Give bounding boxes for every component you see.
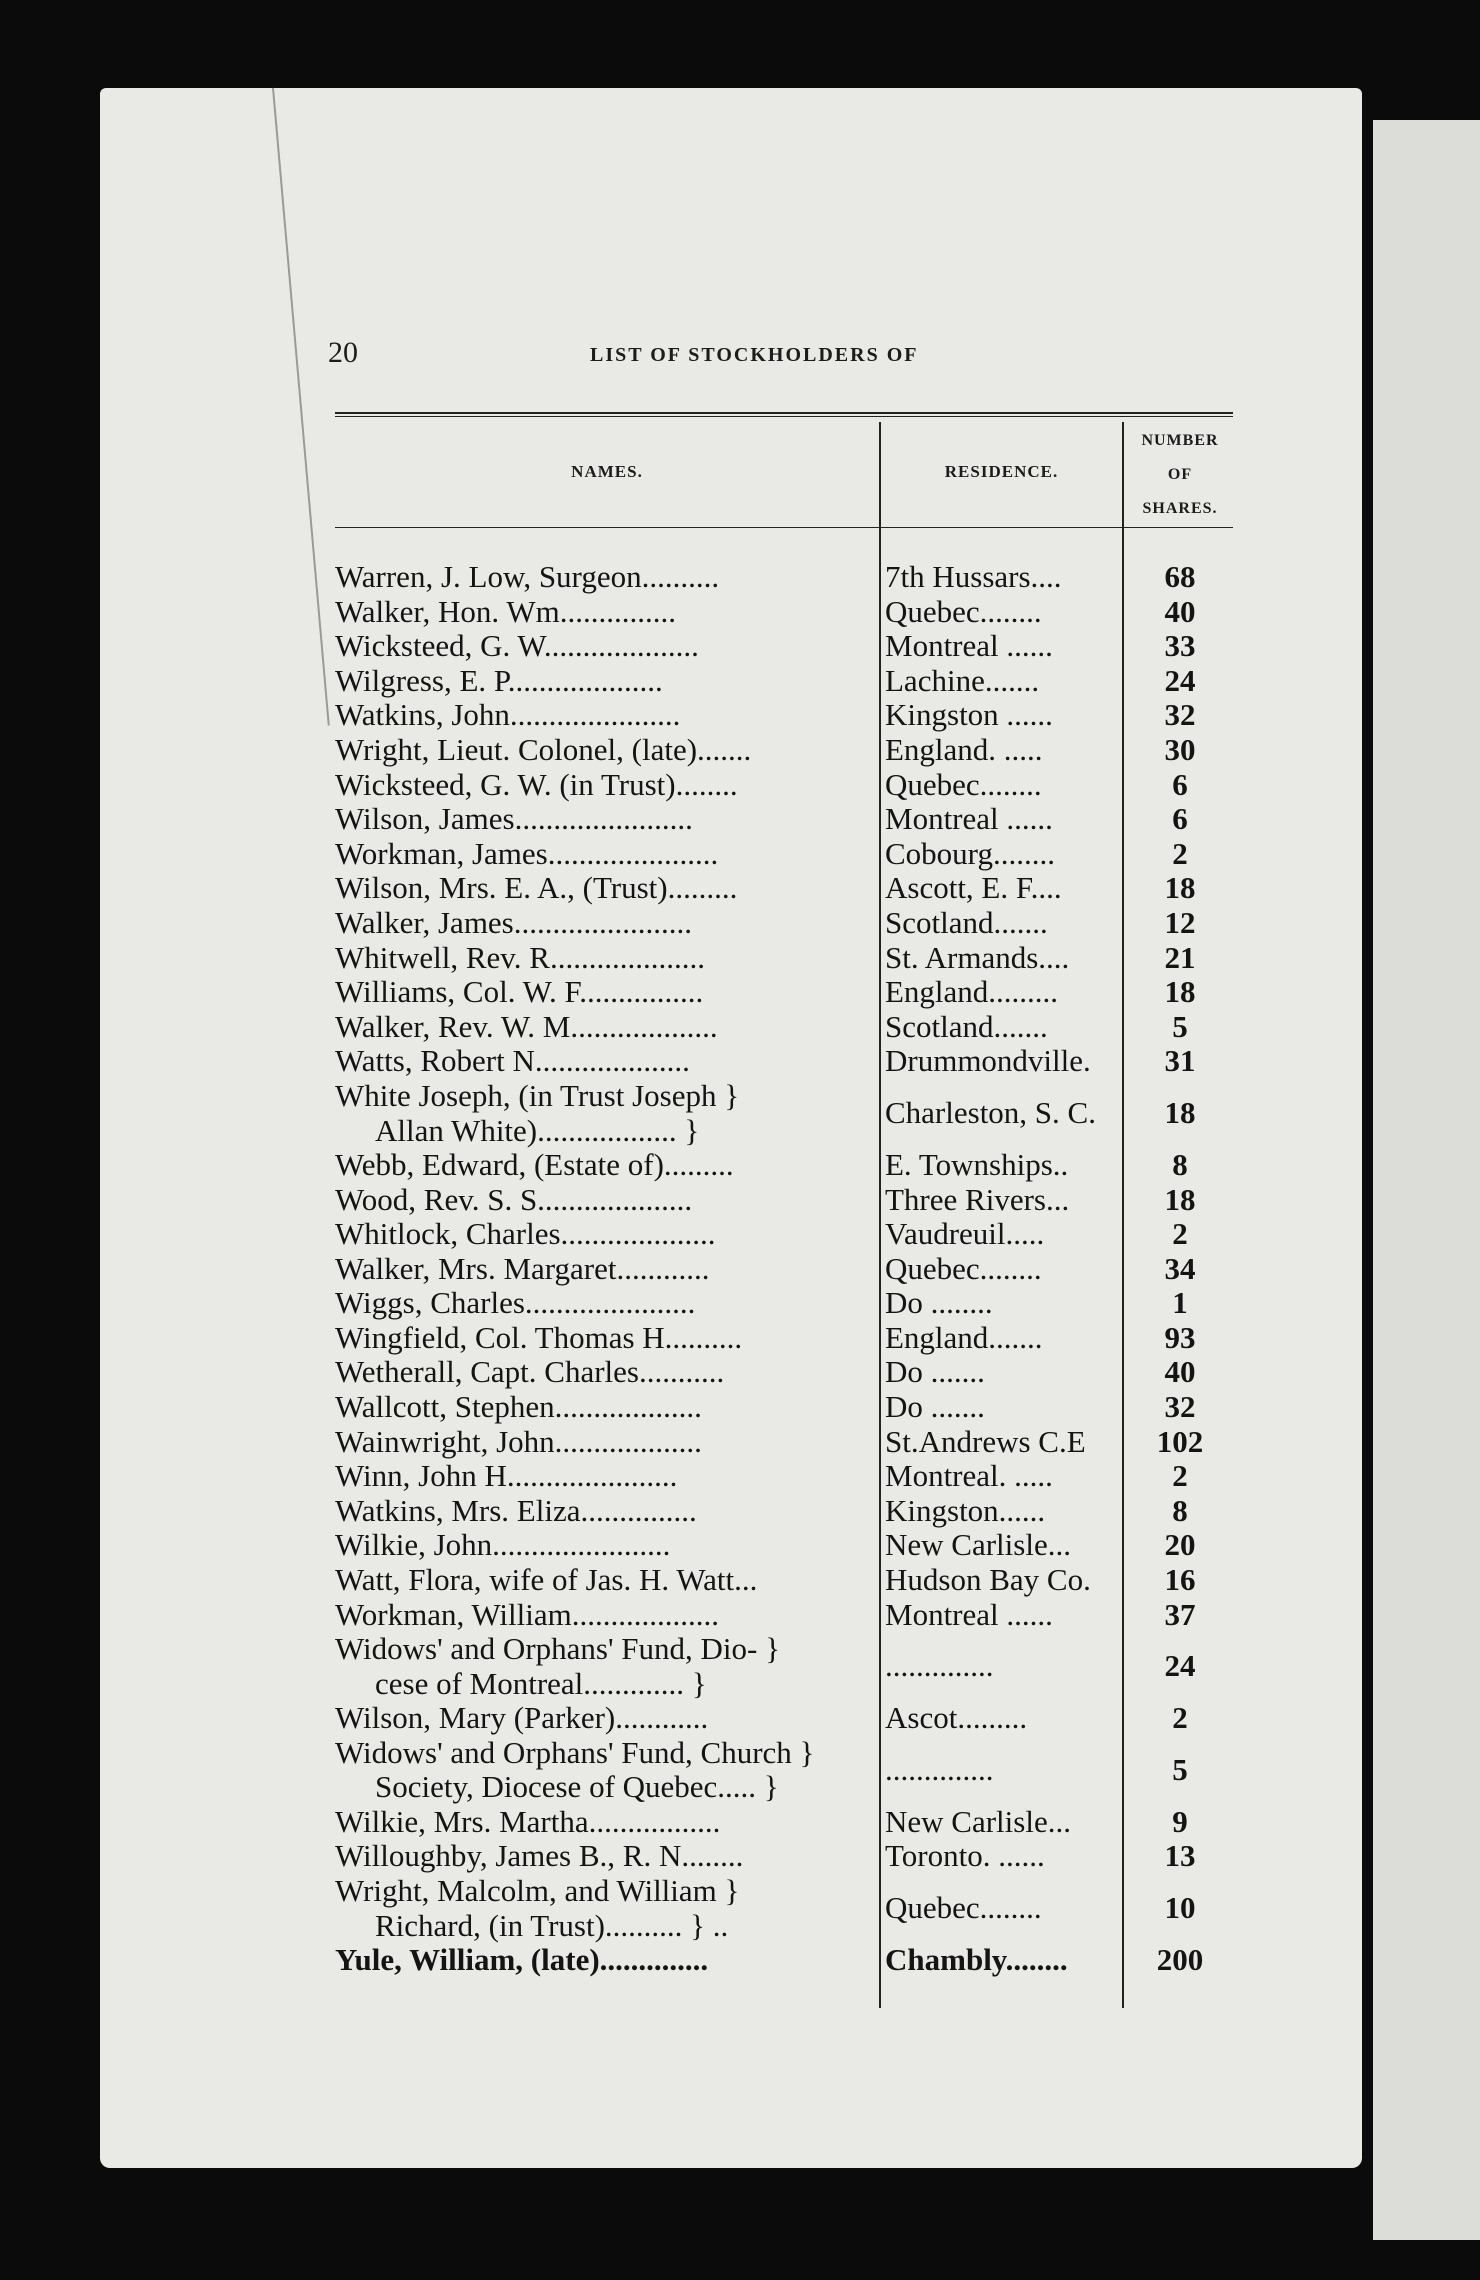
stockholder-name	[335, 560, 873, 595]
stockholder-name	[335, 1183, 873, 1218]
table-row	[335, 1563, 1236, 1598]
page-title: LIST OF STOCKHOLDERS OF	[590, 344, 919, 366]
table-row	[335, 1839, 1236, 1874]
residence-cell: Montreal ......	[885, 802, 1053, 837]
shares-cell: 34	[1164, 1250, 1196, 1286]
stockholder-name	[335, 1425, 873, 1460]
residence-cell: Ascott, E. F....	[885, 871, 1062, 906]
shares-cell: 6	[1172, 766, 1188, 802]
table-row	[335, 1943, 1236, 1978]
shares-cell: 18	[1164, 1094, 1196, 1130]
residence-cell: ..............	[885, 1752, 994, 1787]
stockholder-name	[335, 1701, 873, 1736]
stockholder-name-line: Wood, Rev. S. S....................	[335, 1182, 693, 1217]
stockholder-name	[335, 1321, 873, 1356]
table-row	[335, 1528, 1236, 1563]
stockholder-name-line: Wallcott, Stephen...................	[335, 1390, 702, 1425]
stockholder-name	[335, 1528, 873, 1563]
shares-cell: 6	[1172, 801, 1188, 837]
stockholder-name	[335, 1079, 873, 1148]
residence-cell: Scotland.......	[885, 905, 1048, 940]
stockholder-name-line: Widows' and Orphans' Fund, Dio- }	[335, 1632, 780, 1667]
stockholder-name	[335, 1632, 873, 1701]
shares-cell: 32	[1164, 1389, 1196, 1425]
shares-header-line: OF	[1167, 466, 1193, 483]
stockholder-name	[335, 664, 873, 699]
names-column-header: NAMES.	[571, 462, 643, 481]
residence-cell: ..............	[885, 1649, 994, 1684]
stockholder-name-line: Whitwell, Rev. R....................	[335, 940, 705, 975]
table-row	[335, 733, 1236, 768]
table-row	[335, 1010, 1236, 1045]
residence-cell: Quebec........	[885, 1251, 1042, 1286]
stockholder-name	[335, 1839, 873, 1874]
shares-cell: 10	[1164, 1890, 1196, 1925]
residence-cell: Montreal ......	[885, 629, 1053, 664]
running-head	[328, 336, 1238, 376]
residence-cell: Do .......	[885, 1355, 985, 1390]
table-row	[335, 871, 1236, 906]
stockholder-name	[335, 629, 873, 664]
table-row	[335, 1598, 1236, 1633]
stockholder-name	[335, 837, 873, 872]
stockholder-name-line: Wright, Malcolm, and William }	[335, 1874, 740, 1908]
stockholder-name-line: Whitlock, Charles....................	[335, 1217, 716, 1252]
stockholder-name-line: Workman, William...................	[335, 1597, 720, 1632]
shares-header-line: NUMBER	[1141, 432, 1219, 449]
stockholder-name-line: Wilson, James.......................	[335, 802, 693, 837]
residence-cell: Quebec........	[885, 767, 1042, 802]
stockholder-name-line: Watts, Robert N....................	[335, 1044, 690, 1079]
residence-cell: 7th Hussars....	[885, 560, 1062, 594]
page-number: 20	[328, 336, 358, 369]
shares-cell: 18	[1164, 974, 1196, 1010]
shares-cell: 30	[1164, 731, 1196, 767]
stockholder-name	[335, 1286, 873, 1321]
shares-cell: 12	[1164, 904, 1196, 940]
shares-cell: 40	[1164, 1354, 1196, 1390]
table-row	[335, 1459, 1236, 1494]
stockholder-name	[335, 941, 873, 976]
residence-cell: Kingston......	[885, 1493, 1046, 1528]
shares-cell: 18	[1164, 1181, 1196, 1217]
residence-cell: Hudson Bay Co.	[885, 1563, 1091, 1598]
residence-cell: Charleston, S. C.	[885, 1095, 1096, 1130]
stockholder-name-line: Webb, Edward, (Estate of).........	[335, 1147, 734, 1182]
table-row	[335, 1632, 1236, 1701]
table-row	[335, 906, 1236, 941]
table-row	[335, 802, 1236, 837]
stockholder-name	[335, 1148, 873, 1183]
residence-cell: Toronto. ......	[885, 1839, 1045, 1874]
table-row	[335, 595, 1236, 630]
table-row	[335, 1874, 1236, 1943]
residence-column-header: RESIDENCE.	[944, 462, 1059, 481]
stockholder-name-line: Wilgress, E. P....................	[335, 663, 663, 698]
stockholder-name	[335, 1494, 873, 1529]
stockholder-name-line: Watkins, John......................	[335, 698, 681, 733]
residence-cell: St.Andrews C.E	[885, 1424, 1086, 1459]
stockholder-name	[335, 1598, 873, 1633]
stockholder-name	[335, 768, 873, 803]
shares-cell: 93	[1164, 1319, 1196, 1355]
stockholder-name	[335, 1010, 873, 1045]
table-row	[335, 560, 1236, 595]
shares-cell: 200	[1156, 1942, 1204, 1977]
adjacent-page-edge	[1373, 120, 1480, 2240]
stockholder-name	[335, 802, 873, 837]
stockholder-name	[335, 1459, 873, 1494]
stockholder-name-line: Wainwright, John...................	[335, 1424, 702, 1459]
stockholder-name-line: Wingfield, Col. Thomas H..........	[335, 1320, 743, 1355]
table-row	[335, 1079, 1236, 1148]
shares-cell: 9	[1172, 1803, 1188, 1839]
table-row	[335, 1355, 1236, 1390]
stockholder-name-line: Wilson, Mrs. E. A., (Trust).........	[335, 871, 738, 906]
table-row	[335, 1701, 1236, 1736]
shares-cell: 2	[1172, 1458, 1188, 1494]
stockholder-name-line: White Joseph, (in Trust Joseph }	[335, 1078, 740, 1113]
residence-cell: Scotland.......	[885, 1009, 1048, 1044]
residence-cell: E. Townships..	[885, 1147, 1069, 1182]
residence-cell: Kingston ......	[885, 698, 1053, 733]
stockholder-name-line: Warren, J. Low, Surgeon..........	[335, 560, 720, 594]
residence-cell: England.......	[885, 1320, 1043, 1355]
shares-cell: 13	[1164, 1838, 1196, 1874]
table-row	[335, 768, 1236, 803]
table-row	[335, 629, 1236, 664]
stockholder-name	[335, 1390, 873, 1425]
residence-cell: Montreal ......	[885, 1597, 1053, 1632]
residence-cell: New Carlisle...	[885, 1528, 1071, 1563]
residence-cell: Drummondville.	[885, 1044, 1091, 1079]
table-row	[335, 1252, 1236, 1287]
stockholder-name	[335, 698, 873, 733]
stockholder-name-line: Yule, William, (late)..............	[335, 1943, 709, 1977]
table-row	[335, 1148, 1236, 1183]
table-row	[335, 1736, 1236, 1805]
table-row	[335, 975, 1236, 1010]
shares-cell: 68	[1164, 559, 1196, 594]
table-row	[335, 1805, 1236, 1840]
residence-cell: Do .......	[885, 1390, 985, 1425]
header-rule	[335, 527, 1233, 528]
stockholder-name	[335, 1217, 873, 1252]
stockholder-name-line: Wilkie, Mrs. Martha.................	[335, 1804, 721, 1839]
stockholder-name-line: Widows' and Orphans' Fund, Church }	[335, 1735, 815, 1770]
shares-column-header	[1124, 424, 1236, 526]
table-row	[335, 1286, 1236, 1321]
stockholder-name-continuation: Richard, (in Trust).......... } ..	[375, 1907, 729, 1943]
shares-cell: 16	[1164, 1562, 1196, 1598]
table-row	[335, 1321, 1236, 1356]
residence-cell: St. Armands....	[885, 940, 1070, 975]
shares-cell: 20	[1164, 1527, 1196, 1563]
shares-cell: 24	[1164, 1648, 1196, 1684]
stockholder-name	[335, 1736, 873, 1805]
shares-cell: 2	[1172, 1700, 1188, 1736]
stockholder-name-line: Walker, Hon. Wm...............	[335, 594, 676, 629]
stockholder-name-line: Williams, Col. W. F................	[335, 975, 704, 1010]
stockholder-name-line: Wright, Lieut. Colonel, (late).......	[335, 732, 752, 767]
residence-cell: Vaudreuil.....	[885, 1217, 1045, 1252]
shares-cell: 33	[1164, 628, 1196, 664]
stockholder-name-line: Wicksteed, G. W. (in Trust)........	[335, 767, 738, 802]
shares-cell: 24	[1164, 662, 1196, 698]
residence-cell: Three Rivers...	[885, 1182, 1070, 1217]
shares-cell: 32	[1164, 697, 1196, 733]
residence-cell: England.........	[885, 975, 1059, 1010]
residence-cell: Chambly........	[885, 1943, 1068, 1977]
shares-cell: 31	[1164, 1043, 1196, 1079]
shares-cell: 21	[1164, 939, 1196, 975]
table-row	[335, 1183, 1236, 1218]
stockholder-name	[335, 1355, 873, 1390]
stockholder-name-line: Wiggs, Charles......................	[335, 1286, 696, 1321]
stockholder-name-line: Wilkie, John.......................	[335, 1528, 671, 1563]
shares-header-line: SHARES.	[1142, 500, 1218, 517]
stockholder-name-line: Wetherall, Capt. Charles...........	[335, 1355, 725, 1390]
shares-cell: 1	[1172, 1285, 1188, 1321]
stockholder-table	[335, 560, 1236, 1978]
stockholder-name	[335, 1563, 873, 1598]
table-top-rule	[335, 412, 1233, 417]
stockholder-name	[335, 733, 873, 768]
shares-cell: 40	[1164, 593, 1196, 629]
residence-cell: Montreal. .....	[885, 1459, 1053, 1494]
residence-cell: Quebec........	[885, 1891, 1042, 1925]
stockholder-name-line: Wilson, Mary (Parker)............	[335, 1701, 709, 1736]
shares-cell: 37	[1164, 1596, 1196, 1632]
stockholder-name-line: Walker, Mrs. Margaret............	[335, 1251, 710, 1286]
stockholder-name-continuation: Allan White).................. }	[375, 1112, 700, 1148]
stockholder-name	[335, 871, 873, 906]
table-row	[335, 1044, 1236, 1079]
stockholder-name	[335, 1252, 873, 1287]
table-row	[335, 1390, 1236, 1425]
shares-cell: 102	[1156, 1423, 1204, 1459]
residence-cell: New Carlisle...	[885, 1804, 1071, 1839]
table-row	[335, 698, 1236, 733]
stockholder-name	[335, 1044, 873, 1079]
stockholder-name	[335, 1943, 873, 1978]
stockholder-name-line: Wicksteed, G. W....................	[335, 629, 699, 664]
table-row	[335, 1494, 1236, 1529]
stockholder-name-continuation: Society, Diocese of Quebec..... }	[375, 1769, 779, 1805]
shares-cell: 2	[1172, 1216, 1188, 1252]
shares-cell: 5	[1172, 1751, 1188, 1787]
residence-cell: Cobourg........	[885, 836, 1055, 871]
residence-cell: Lachine.......	[885, 663, 1040, 698]
stockholder-name-line: Willoughby, James B., R. N........	[335, 1839, 744, 1874]
residence-cell: Do ........	[885, 1286, 993, 1321]
shares-cell: 2	[1172, 835, 1188, 871]
shares-cell: 8	[1172, 1146, 1188, 1182]
page-fold-mark	[272, 88, 330, 726]
shares-cell: 5	[1172, 1008, 1188, 1044]
stockholder-name	[335, 906, 873, 941]
stockholder-name-line: Winn, John H......................	[335, 1459, 678, 1494]
table-row	[335, 1217, 1236, 1252]
stockholder-name	[335, 595, 873, 630]
residence-cell: England. .....	[885, 732, 1043, 767]
stockholder-name-continuation: cese of Montreal............. }	[375, 1665, 707, 1701]
residence-cell: Ascot.........	[885, 1701, 1028, 1736]
stockholder-name-line: Walker, Rev. W. M...................	[335, 1009, 718, 1044]
table-row	[335, 664, 1236, 699]
stockholder-name-line: Walker, James.......................	[335, 905, 692, 940]
stockholder-name-line: Workman, James......................	[335, 836, 719, 871]
table-row	[335, 941, 1236, 976]
shares-cell: 18	[1164, 870, 1196, 906]
table-row	[335, 1425, 1236, 1460]
stockholder-name	[335, 1874, 873, 1943]
stockholder-name	[335, 1805, 873, 1840]
table-row	[335, 837, 1236, 872]
shares-cell: 8	[1172, 1492, 1188, 1528]
stockholder-name-line: Watkins, Mrs. Eliza...............	[335, 1493, 697, 1528]
stockholder-name-line: Watt, Flora, wife of Jas. H. Watt...	[335, 1563, 758, 1598]
residence-cell: Quebec........	[885, 594, 1042, 629]
stockholder-name	[335, 975, 873, 1010]
